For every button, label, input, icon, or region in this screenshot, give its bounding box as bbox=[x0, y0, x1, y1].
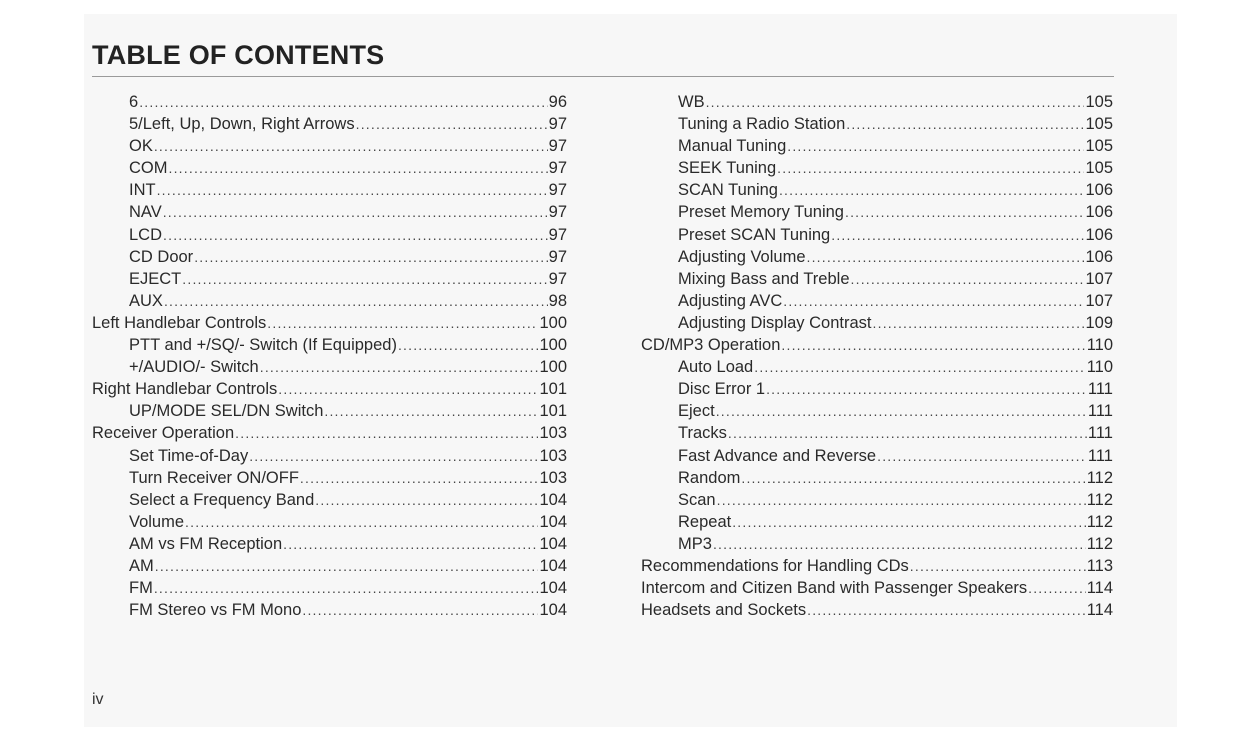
toc-entry[interactable] bbox=[92, 179, 567, 201]
dot-leader bbox=[300, 467, 539, 489]
toc-entry[interactable] bbox=[92, 113, 567, 135]
dot-leader bbox=[732, 511, 1085, 533]
toc-entry-label: +/AUDIO/- Switch bbox=[129, 358, 259, 377]
toc-entry[interactable] bbox=[641, 356, 1113, 378]
toc-entry-page: 111 bbox=[1087, 380, 1113, 399]
toc-entry-label: AM bbox=[129, 556, 154, 575]
toc-entry[interactable] bbox=[641, 422, 1113, 444]
dot-leader bbox=[154, 135, 548, 157]
dot-leader bbox=[877, 445, 1087, 467]
dot-leader bbox=[267, 312, 538, 334]
toc-entry-page: 114 bbox=[1086, 601, 1113, 620]
toc-entry[interactable] bbox=[92, 533, 567, 555]
dot-leader bbox=[741, 467, 1085, 489]
dot-leader bbox=[398, 334, 539, 356]
toc-entry[interactable] bbox=[92, 290, 567, 312]
toc-entry-page: 97 bbox=[548, 225, 567, 244]
dot-leader bbox=[182, 268, 547, 290]
toc-entry-label: FM bbox=[129, 579, 153, 598]
toc-entry-page: 110 bbox=[1086, 358, 1113, 377]
toc-entry-label: Adjusting Display Contrast bbox=[678, 313, 872, 332]
toc-entry-page: 105 bbox=[1085, 93, 1113, 111]
dot-leader bbox=[783, 290, 1084, 312]
toc-entry-page: 104 bbox=[539, 579, 567, 598]
toc-entry-label: Random bbox=[678, 468, 741, 487]
toc-entry-label: AUX bbox=[129, 291, 163, 310]
dot-leader bbox=[846, 113, 1084, 135]
toc-entry-page: 109 bbox=[1085, 313, 1113, 332]
toc-entry[interactable] bbox=[92, 577, 567, 599]
toc-right-column bbox=[641, 91, 1113, 621]
toc-entry[interactable] bbox=[641, 489, 1113, 511]
dot-leader bbox=[194, 246, 547, 268]
dot-leader bbox=[807, 246, 1085, 268]
dot-leader bbox=[235, 422, 538, 444]
toc-entry-page: 111 bbox=[1087, 424, 1113, 443]
toc-entry-label: SEEK Tuning bbox=[678, 159, 777, 178]
toc-entry-page: 103 bbox=[539, 424, 567, 443]
dot-leader bbox=[851, 268, 1085, 290]
toc-entry-label: Receiver Operation bbox=[92, 424, 235, 443]
toc-entry-label: Recommendations for Handling CDs bbox=[641, 556, 909, 575]
toc-entry-page: 112 bbox=[1086, 468, 1113, 487]
toc-entry-label: Manual Tuning bbox=[678, 137, 787, 156]
toc-entry-label: Adjusting Volume bbox=[678, 247, 806, 266]
toc-entry[interactable] bbox=[641, 91, 1113, 113]
title-divider bbox=[92, 76, 1114, 77]
dot-leader bbox=[781, 334, 1085, 356]
toc-entry-label: Preset SCAN Tuning bbox=[678, 225, 831, 244]
toc-entry-page: 114 bbox=[1086, 579, 1113, 598]
toc-entry-page: 105 bbox=[1085, 115, 1113, 134]
dot-leader bbox=[831, 224, 1084, 246]
toc-entry-label: Tuning a Radio Station bbox=[678, 115, 846, 134]
toc-entry-label: Right Handlebar Controls bbox=[92, 380, 278, 399]
toc-entry-page: 100 bbox=[539, 313, 567, 332]
toc-entry-label: COM bbox=[129, 159, 168, 178]
toc-entry[interactable] bbox=[641, 135, 1113, 157]
toc-entry[interactable] bbox=[92, 378, 567, 400]
toc-entry-page: 106 bbox=[1085, 203, 1113, 222]
toc-entry[interactable] bbox=[641, 113, 1113, 135]
toc-entry-label: LCD bbox=[129, 225, 163, 244]
toc-entry-page: 112 bbox=[1086, 512, 1113, 531]
toc-entry[interactable] bbox=[641, 312, 1113, 334]
toc-entry-label: NAV bbox=[129, 203, 162, 222]
toc-entry-label: Fast Advance and Reverse bbox=[678, 446, 877, 465]
toc-entry[interactable] bbox=[641, 179, 1113, 201]
dot-leader bbox=[716, 400, 1087, 422]
toc-entry[interactable] bbox=[641, 400, 1113, 422]
dot-leader bbox=[766, 378, 1087, 400]
dot-leader bbox=[169, 157, 548, 179]
toc-entry[interactable] bbox=[641, 334, 1113, 356]
dot-leader bbox=[777, 157, 1084, 179]
toc-entry-label: WB bbox=[678, 93, 705, 111]
toc-entry[interactable] bbox=[641, 201, 1113, 223]
toc-entry-page: 97 bbox=[548, 137, 567, 156]
toc-entry[interactable] bbox=[641, 533, 1113, 555]
dot-leader bbox=[185, 511, 538, 533]
toc-entry-page: 97 bbox=[548, 181, 567, 200]
toc-entry-label: Eject bbox=[678, 402, 715, 421]
dot-leader bbox=[260, 356, 539, 378]
toc-entry-page: 101 bbox=[539, 402, 567, 421]
toc-entry-label: Repeat bbox=[678, 512, 732, 531]
toc-entry-label: SCAN Tuning bbox=[678, 181, 778, 200]
toc-entry-label: MP3 bbox=[678, 534, 712, 553]
toc-entry-page: 100 bbox=[539, 336, 567, 355]
toc-entry-label: Preset Memory Tuning bbox=[678, 203, 844, 222]
dot-leader bbox=[157, 179, 548, 201]
toc-entry[interactable] bbox=[92, 511, 567, 533]
toc-entry[interactable] bbox=[92, 422, 567, 444]
toc-entry-label: AM vs FM Reception bbox=[129, 534, 283, 553]
toc-entry[interactable] bbox=[92, 400, 567, 422]
toc-entry-page: 97 bbox=[548, 269, 567, 288]
toc-entry[interactable] bbox=[92, 201, 567, 223]
toc-entry-label: Mixing Bass and Treble bbox=[678, 269, 850, 288]
dot-leader bbox=[779, 179, 1085, 201]
toc-entry[interactable] bbox=[92, 157, 567, 179]
toc-entry[interactable] bbox=[92, 268, 567, 290]
toc-entry-page: 97 bbox=[548, 203, 567, 222]
page-title: TABLE OF CONTENTS bbox=[92, 40, 385, 70]
dot-leader bbox=[324, 400, 538, 422]
toc-entry-page: 97 bbox=[548, 115, 567, 134]
toc-entry-page: 106 bbox=[1085, 181, 1113, 200]
dot-leader bbox=[278, 378, 538, 400]
toc-entry-page: 101 bbox=[539, 380, 567, 399]
toc-entry[interactable] bbox=[641, 467, 1113, 489]
toc-entry[interactable] bbox=[92, 489, 567, 511]
toc-entry-label: Scan bbox=[678, 490, 716, 509]
dot-leader bbox=[807, 599, 1086, 621]
toc-entry[interactable] bbox=[641, 290, 1113, 312]
toc-entry-label: Select a Frequency Band bbox=[129, 490, 315, 509]
toc-entry-page: 96 bbox=[548, 93, 567, 111]
toc-entry-page: 110 bbox=[1086, 336, 1113, 355]
toc-entry-page: 104 bbox=[539, 512, 567, 531]
toc-entry-label: CD Door bbox=[129, 247, 194, 266]
toc-entry-label: CD/MP3 Operation bbox=[641, 336, 781, 355]
dot-leader bbox=[1028, 577, 1086, 599]
toc-entry[interactable] bbox=[641, 378, 1113, 400]
dot-leader bbox=[706, 91, 1085, 113]
toc-entry[interactable] bbox=[92, 445, 567, 467]
dot-leader bbox=[164, 290, 548, 312]
toc-entry-page: 103 bbox=[539, 468, 567, 487]
toc-entry[interactable] bbox=[641, 599, 1113, 621]
toc-entry-label: Headsets and Sockets bbox=[641, 601, 807, 620]
toc-entry-page: 111 bbox=[1087, 446, 1113, 465]
toc-entry-label: INT bbox=[129, 181, 156, 200]
toc-entry-page: 97 bbox=[548, 247, 567, 266]
dot-leader bbox=[713, 533, 1086, 555]
toc-entry-page: 112 bbox=[1086, 490, 1113, 509]
toc-entry-page: 104 bbox=[539, 534, 567, 553]
toc-entry-label: Left Handlebar Controls bbox=[92, 313, 267, 332]
toc-entry-label: UP/MODE SEL/DN Switch bbox=[129, 402, 324, 421]
toc-entry-page: 105 bbox=[1085, 159, 1113, 178]
toc-entry-page: 111 bbox=[1087, 402, 1113, 421]
toc-entry-label: PTT and +/SQ/- Switch (If Equipped) bbox=[129, 336, 397, 355]
toc-entry[interactable] bbox=[92, 555, 567, 577]
dot-leader bbox=[302, 599, 538, 621]
toc-entry[interactable] bbox=[641, 577, 1113, 599]
toc-entry[interactable] bbox=[92, 334, 567, 356]
toc-entry-page: 112 bbox=[1086, 534, 1113, 553]
toc-entry[interactable] bbox=[641, 246, 1113, 268]
dot-leader bbox=[728, 422, 1087, 444]
toc-entry[interactable] bbox=[92, 467, 567, 489]
toc-entry-page: 105 bbox=[1085, 137, 1113, 156]
toc-entry-page: 107 bbox=[1085, 291, 1113, 310]
dot-leader bbox=[283, 533, 538, 555]
toc-entry-label: Auto Load bbox=[678, 358, 754, 377]
toc-entry[interactable] bbox=[641, 157, 1113, 179]
toc-entry[interactable] bbox=[92, 91, 567, 113]
dot-leader bbox=[315, 489, 538, 511]
toc-entry-page: 107 bbox=[1085, 269, 1113, 288]
toc-entry-label: Adjusting AVC bbox=[678, 291, 783, 310]
toc-entry-page: 104 bbox=[539, 601, 567, 620]
toc-entry-page: 104 bbox=[539, 556, 567, 575]
toc-entry-page: 113 bbox=[1086, 556, 1113, 575]
dot-leader bbox=[163, 224, 548, 246]
dot-leader bbox=[139, 91, 547, 113]
toc-entry[interactable] bbox=[92, 356, 567, 378]
toc-entry-page: 98 bbox=[548, 291, 567, 310]
toc-entry[interactable] bbox=[641, 511, 1113, 533]
dot-leader bbox=[356, 113, 548, 135]
toc-entry-label: Set Time-of-Day bbox=[129, 446, 249, 465]
toc-entry-label: Tracks bbox=[678, 424, 727, 443]
toc-entry-page: 106 bbox=[1085, 247, 1113, 266]
toc-entry-page: 97 bbox=[548, 159, 567, 178]
toc-entry[interactable] bbox=[641, 445, 1113, 467]
toc-entry-label: 5/Left, Up, Down, Right Arrows bbox=[129, 115, 355, 134]
toc-entry-page: 104 bbox=[539, 490, 567, 509]
dot-leader bbox=[845, 201, 1084, 223]
dot-leader bbox=[754, 356, 1085, 378]
toc-entry[interactable] bbox=[92, 224, 567, 246]
dot-leader bbox=[787, 135, 1084, 157]
dot-leader bbox=[154, 577, 539, 599]
toc-entry-label: Turn Receiver ON/OFF bbox=[129, 468, 299, 487]
toc-entry[interactable] bbox=[92, 246, 567, 268]
toc-entry-page: 103 bbox=[539, 446, 567, 465]
toc-entry-label: Disc Error 1 bbox=[678, 380, 766, 399]
toc-entry-label: FM Stereo vs FM Mono bbox=[129, 601, 302, 620]
dot-leader bbox=[910, 555, 1086, 577]
toc-entry[interactable] bbox=[641, 555, 1113, 577]
toc-entry[interactable] bbox=[92, 599, 567, 621]
toc-entry-label: OK bbox=[129, 137, 153, 156]
toc-entry-label: EJECT bbox=[129, 269, 182, 288]
page-number: iv bbox=[92, 691, 104, 708]
toc-entry[interactable] bbox=[641, 268, 1113, 290]
toc-entry-label: 6 bbox=[129, 93, 139, 111]
toc-entry-page: 100 bbox=[539, 358, 567, 377]
toc-entry[interactable] bbox=[641, 224, 1113, 246]
toc-entry-label: Volume bbox=[129, 512, 185, 531]
dot-leader bbox=[163, 201, 548, 223]
toc-entry-page: 106 bbox=[1085, 225, 1113, 244]
dot-leader bbox=[155, 555, 539, 577]
toc-entry[interactable] bbox=[92, 135, 567, 157]
dot-leader bbox=[249, 445, 538, 467]
dot-leader bbox=[717, 489, 1086, 511]
toc-entry[interactable] bbox=[92, 312, 567, 334]
toc-entry-label: Intercom and Citizen Band with Passenger Speakers bbox=[641, 579, 1028, 598]
toc-left-column bbox=[92, 91, 567, 621]
dot-leader bbox=[873, 312, 1085, 334]
